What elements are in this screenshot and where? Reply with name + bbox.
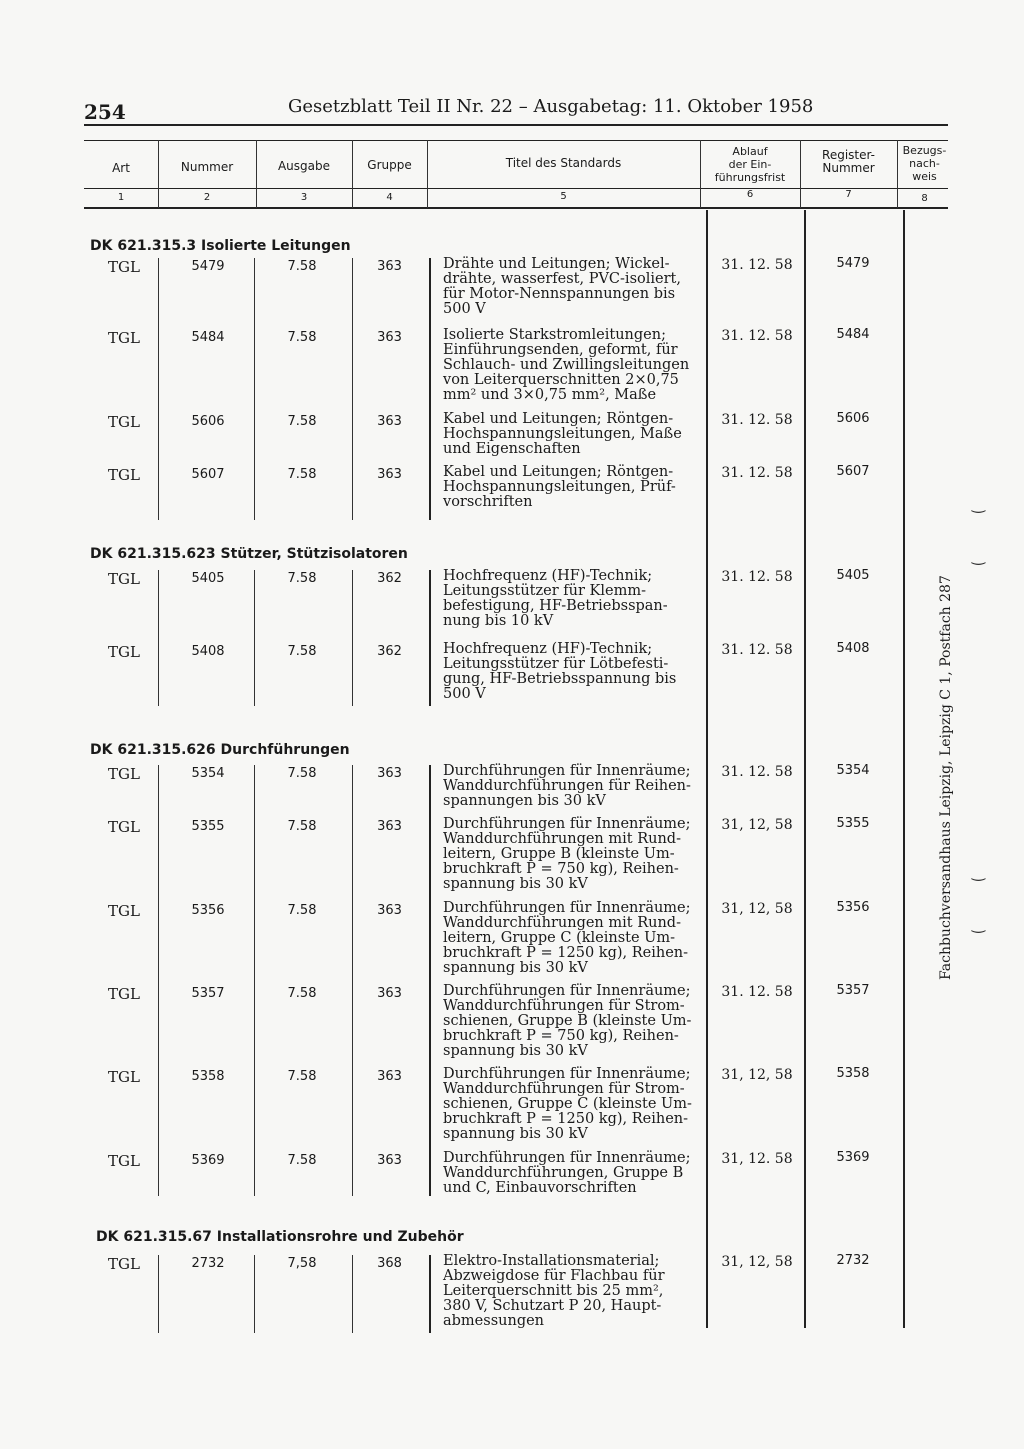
column-rule-titel	[429, 570, 431, 706]
margin-mark: ‿	[972, 862, 985, 881]
row-ablauf: 31. 12. 58	[721, 569, 793, 585]
row-ablauf: 31. 12. 58	[721, 328, 793, 344]
section-heading: DK 621.315.626 Durchführungen	[90, 742, 350, 758]
row-titel: Durchführungen für Innenräume; Wanddurchführungen für Reihen- spannungen bis 30 kV	[443, 763, 691, 809]
margin-mark: ‿	[972, 546, 985, 565]
col-header-nummer: Nummer	[180, 160, 234, 174]
column-number: 3	[300, 192, 308, 203]
row-ausgabe: 7.58	[287, 467, 317, 482]
row-gruppe: 363	[377, 903, 402, 918]
column-rule-bezug	[903, 210, 905, 1328]
col-header-bezug	[897, 144, 952, 183]
row-register: 5355	[836, 816, 870, 831]
row-ablauf: 31, 12, 58	[721, 901, 793, 917]
header-line: der Ein-	[728, 158, 772, 171]
column-number: 6	[746, 189, 754, 200]
row-ablauf: 31. 12. 58	[721, 984, 793, 1000]
row-ablauf: 31, 12, 58	[721, 1067, 793, 1083]
row-gruppe: 363	[377, 1069, 402, 1084]
row-ausgabe: 7.58	[287, 1153, 317, 1168]
row-ausgabe: 7.58	[287, 819, 317, 834]
column-rule-ablauf	[706, 210, 708, 1328]
row-art: TGL	[108, 570, 140, 588]
row-titel: Durchführungen für Innenräume; Wanddurchführungen mit Rund- leitern, Gruppe B (kleinste Um- bruchkraft P = 750 kg), Reihen- spannung bis 30 kV	[443, 816, 691, 892]
side-note: Fachbuchversandhaus Leipzig, Leipzig C 1, Postfach 287	[938, 575, 954, 980]
row-ausgabe: 7.58	[287, 644, 317, 659]
column-number: 4	[386, 192, 393, 203]
column-rule	[254, 570, 255, 706]
header-line: Nummer	[822, 161, 875, 175]
header-bottom-line	[84, 207, 948, 209]
row-ablauf: 31, 12, 58	[721, 1254, 793, 1270]
row-ausgabe: 7.58	[287, 903, 317, 918]
row-art: TGL	[108, 413, 140, 431]
header-line: nach-	[909, 157, 940, 170]
page-number: 254	[84, 100, 126, 124]
row-ablauf: 31. 12. 58	[721, 764, 793, 780]
row-gruppe: 368	[377, 1256, 402, 1271]
row-ablauf: 31, 12, 58	[721, 817, 793, 833]
row-nummer: 2732	[191, 1256, 225, 1271]
row-titel: Kabel und Leitungen; Röntgen- Hochspannungsleitungen, Maße und Eigenschaften	[443, 411, 682, 457]
row-titel: Durchführungen für Innenräume; Wanddurchführungen für Strom- schienen, Gruppe B (kleinste Um- bruchkraft P = 750 kg), Reihen- spannung bis 30 kV	[443, 983, 692, 1059]
row-art: TGL	[108, 902, 140, 920]
column-rule	[158, 258, 159, 520]
row-ablauf: 31. 12. 58	[721, 257, 793, 273]
header-line: führungsfrist	[714, 171, 786, 184]
column-rule	[158, 570, 159, 706]
col-header-ablauf	[700, 145, 800, 184]
row-ablauf: 31. 12. 58	[721, 642, 793, 658]
row-art: TGL	[108, 1152, 140, 1170]
row-register: 5606	[836, 411, 870, 426]
margin-mark: ‿	[972, 914, 985, 933]
col-header-gruppe: Gruppe	[367, 158, 412, 172]
row-register: 5358	[836, 1066, 870, 1081]
row-art: TGL	[108, 1068, 140, 1086]
row-art: TGL	[108, 985, 140, 1003]
header-top-line	[84, 140, 948, 141]
margin-mark: ‿	[972, 494, 985, 513]
section-heading: DK 621.315.3 Isolierte Leitungen	[90, 238, 351, 254]
row-art: TGL	[108, 643, 140, 661]
row-ablauf: 31. 12. 58	[721, 465, 793, 481]
col-header-ausgabe: Ausgabe	[277, 159, 331, 173]
col-header-register	[800, 149, 897, 175]
row-ausgabe: 7.58	[287, 571, 317, 586]
column-rule-titel	[429, 765, 431, 1196]
row-gruppe: 363	[377, 766, 402, 781]
column-rule	[352, 570, 353, 706]
row-register: 5405	[836, 568, 870, 583]
row-gruppe: 362	[377, 644, 402, 659]
column-number: 2	[203, 192, 211, 203]
section-heading: DK 621.315.623 Stützer, Stützisolatoren	[90, 546, 408, 562]
row-register: 5369	[836, 1150, 870, 1165]
column-number: 1	[117, 192, 125, 203]
row-titel: Kabel und Leitungen; Röntgen- Hochspannungsleitungen, Prüf- vorschriften	[443, 464, 676, 510]
row-titel: Hochfrequenz (HF)-Technik; Leitungsstützer für Klemm- befestigung, HF-Betriebsspan- nung bis 10 kV	[443, 568, 668, 629]
row-ausgabe: 7.58	[287, 330, 317, 345]
row-nummer: 5358	[191, 1069, 225, 1084]
row-ausgabe: 7.58	[287, 1069, 317, 1084]
row-titel: Hochfrequenz (HF)-Technik; Leitungsstützer für Lötbefesti- gung, HF-Betriebsspannung bis 500 V	[443, 641, 677, 702]
row-nummer: 5356	[191, 903, 225, 918]
row-nummer: 5408	[191, 644, 225, 659]
header-line: Ablauf	[732, 145, 768, 158]
row-art: TGL	[108, 258, 140, 276]
row-ausgabe: 7.58	[287, 259, 317, 274]
row-art: TGL	[108, 765, 140, 783]
column-rule	[158, 1255, 159, 1333]
column-rule-titel	[429, 1255, 431, 1333]
row-nummer: 5607	[191, 467, 225, 482]
row-art: TGL	[108, 466, 140, 484]
running-head: Gesetzblatt Teil II Nr. 22 – Ausgabetag: 11. Oktober 1958	[288, 96, 814, 117]
row-ausgabe: 7.58	[287, 986, 317, 1001]
header-line: Bezugs-	[902, 144, 947, 157]
row-gruppe: 363	[377, 330, 402, 345]
row-register: 5607	[836, 464, 870, 479]
row-titel: Durchführungen für Innenräume; Wanddurchführungen mit Rund- leitern, Gruppe C (kleinste Um- bruchkraft P = 1250 kg), Reihen- spannung bis 30 kV	[443, 900, 691, 976]
column-rule-register	[804, 210, 806, 1328]
row-gruppe: 363	[377, 259, 402, 274]
row-nummer: 5479	[191, 259, 225, 274]
row-register: 5356	[836, 900, 870, 915]
row-gruppe: 363	[377, 1153, 402, 1168]
col-header-art: Art	[112, 161, 130, 175]
row-titel: Durchführungen für Innenräume; Wanddurchführungen für Strom- schienen, Gruppe C (kleinste Um- bruchkraft P = 1250 kg), Reihen- spannung bis 30 kV	[443, 1066, 692, 1142]
row-gruppe: 363	[377, 819, 402, 834]
row-ausgabe: 7.58	[287, 766, 317, 781]
column-number: 7	[845, 189, 852, 200]
row-titel: Durchführungen für Innenräume; Wanddurchführungen, Gruppe B und C, Einbauvorschriften	[443, 1150, 691, 1196]
row-nummer: 5606	[191, 414, 225, 429]
row-ausgabe: 7.58	[287, 414, 317, 429]
row-register: 5357	[836, 983, 870, 998]
column-number: 5	[560, 191, 567, 202]
col-header-titel: Titel des Standards	[505, 156, 622, 170]
row-titel: Elektro-Installationsmaterial; Abzweigdose für Flachbau für Leiterquerschnitt bis 25 mm², 380 V, Schutzart P 20, Haupt- abmessungen	[443, 1253, 665, 1329]
row-register: 5484	[836, 327, 870, 342]
column-rule	[158, 765, 159, 1196]
column-rule	[254, 1255, 255, 1333]
row-art: TGL	[108, 329, 140, 347]
header-line: Register-	[822, 148, 875, 162]
row-nummer: 5405	[191, 571, 225, 586]
row-nummer: 5354	[191, 766, 225, 781]
row-register: 2732	[836, 1253, 870, 1268]
row-ablauf: 31. 12. 58	[721, 412, 793, 428]
row-titel: Isolierte Starkstromleitungen; Einführungsenden, geformt, für Schlauch- und Zwillingsleitungen von Leiterquerschnitten 2×0,75 mm² und 3×0,75 mm², Maße	[443, 327, 690, 403]
row-nummer: 5355	[191, 819, 225, 834]
column-rule	[254, 765, 255, 1196]
row-register: 5408	[836, 641, 870, 656]
row-ablauf: 31, 12. 58	[721, 1151, 793, 1167]
section-heading: DK 621.315.67 Installationsrohre und Zubehör	[96, 1229, 464, 1245]
row-nummer: 5369	[191, 1153, 225, 1168]
row-gruppe: 363	[377, 414, 402, 429]
row-titel: Drähte und Leitungen; Wickel- drähte, wasserfest, PVC-isoliert, für Motor-Nennspannungen bis 500 V	[443, 256, 681, 317]
column-rule	[254, 258, 255, 520]
header-line: weis	[912, 170, 937, 183]
row-gruppe: 363	[377, 986, 402, 1001]
column-rule-titel	[429, 258, 431, 520]
row-register: 5479	[836, 256, 870, 271]
column-number: 8	[921, 193, 928, 204]
row-art: TGL	[108, 818, 140, 836]
row-art: TGL	[108, 1255, 140, 1273]
row-gruppe: 362	[377, 571, 402, 586]
row-register: 5354	[836, 763, 870, 778]
row-nummer: 5357	[191, 986, 225, 1001]
row-gruppe: 363	[377, 467, 402, 482]
header-rule	[84, 124, 948, 126]
row-ausgabe: 7,58	[287, 1256, 317, 1271]
row-nummer: 5484	[191, 330, 225, 345]
